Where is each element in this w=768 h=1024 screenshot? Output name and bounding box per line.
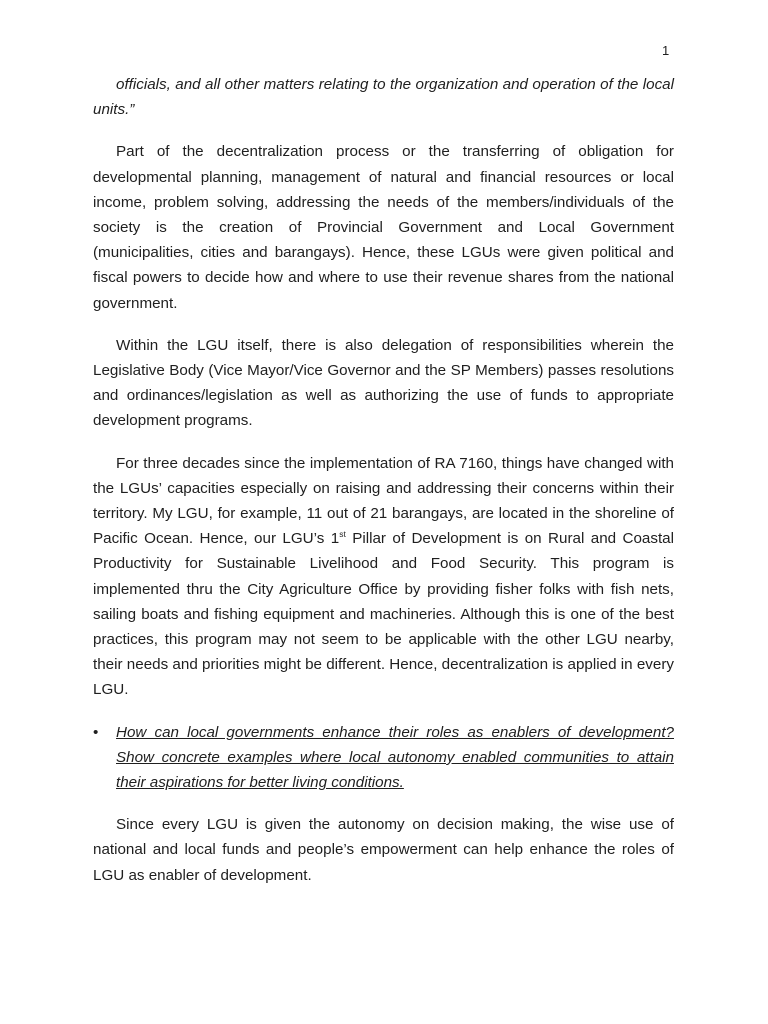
bullet-icon: • [93, 723, 99, 741]
page-number: 1 [662, 43, 670, 58]
document-body [93, 72, 674, 905]
paragraph-three-decades-part2: Pillar of Development is on Rural and Coastal Productivity for Sustainable Livelihood and Food Security. This program is implemented thru the City Agriculture Office by providing fisher folks with fish nets, sailing boats and fishing equipment and machineries. Although this is one of the best practices, this program may not seem to be applicable with the other LGU nearby, their needs and priorities might be different. Hence, decentralization is applied in every LGU. [93, 530, 674, 699]
paragraph-lgu-autonomy: Since every LGU is given the autonomy on decision making, the wise use of national and local funds and people’s empowerment can help enhance the roles of LGU as enabler of development. [93, 816, 674, 884]
paragraph-three-decades-part1: For three decades since the implementation of RA 7160, things have changed with the LGUs’ capacities especially on raising and addressing their concerns within their territory. My LGU, for example, 11 out of 21 barangays, are located in the shoreline of Pacific Ocean. Hence, our LGU’s 1 [93, 454, 674, 548]
paragraph-legislative-body: Within the LGU itself, there is also delegation of responsibilities wherein the Legislative Body (Vice Mayor/Vice Governor and the SP Members) passes resolutions and ordinances/legislation as well as authorizing the use of funds to appropriate development programs. [93, 336, 674, 430]
quote-continuation: officials, and all other matters relating to the organization and operation of the local units.” [93, 76, 674, 119]
paragraph-three-decades [93, 451, 674, 703]
paragraph-decentralization: Part of the decentralization process or the transferring of obligation for developmental planning, management of natural and financial resources or local income, problem solving, addressing the needs of the members/individuals of the society is the creation of Provincial Government and Local Government (municipalities, cities and barangays). Hence, these LGUs were given political and fiscal powers to decide how and where to use their revenue shares from the national government. [93, 143, 674, 312]
bullet-question [93, 720, 674, 796]
bullet-question-text: How can local governments enhance their roles as enablers of development? Show concrete examples where local autonomy enabled communities to attain their aspirations for better living conditions. [116, 723, 674, 792]
ordinal-superscript: st [339, 529, 346, 540]
